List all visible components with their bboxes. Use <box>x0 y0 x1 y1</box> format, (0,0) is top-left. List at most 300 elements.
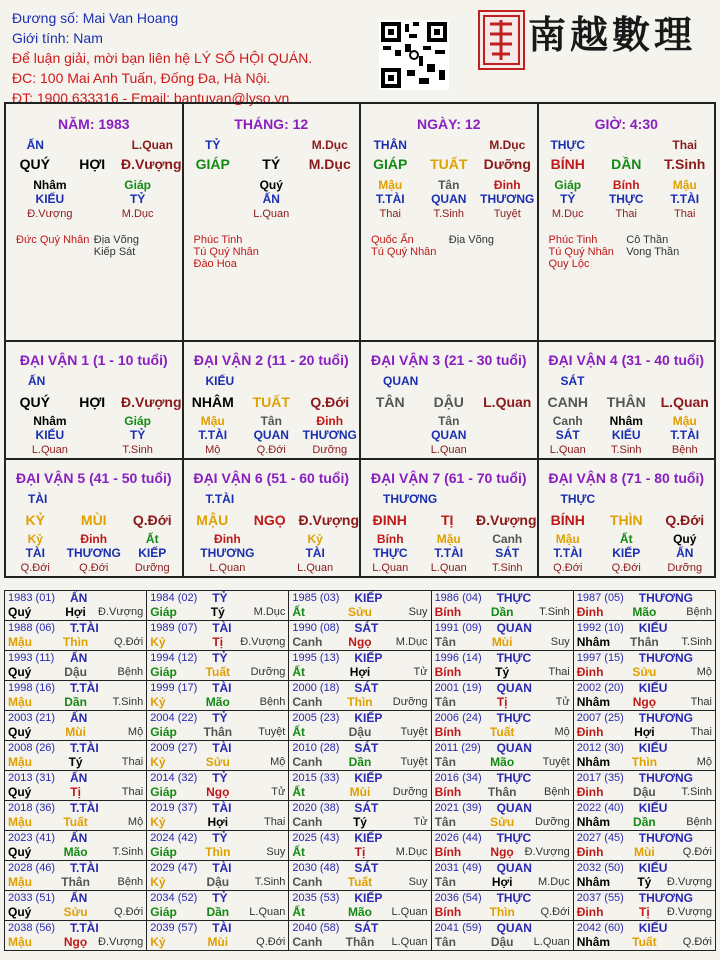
year-top <box>150 682 285 695</box>
year-stem: Nhâm <box>576 875 611 889</box>
year-label: 2026 (44) <box>434 832 482 844</box>
year-phase: Dưỡng <box>392 786 428 798</box>
year-branch: Tý <box>637 875 652 889</box>
year-god: TỶ <box>212 891 228 905</box>
hidden-god: KIẾP <box>138 546 167 560</box>
year-phase: Q.Đới <box>682 936 712 948</box>
year-top <box>8 892 143 905</box>
year-phase: Mộ <box>127 726 144 738</box>
year-stem: Bính <box>434 905 462 919</box>
dai-van-title: ĐẠI VẬN 8 (71 - 80 tuổi) <box>548 470 705 486</box>
year-god: ẤN <box>70 651 88 665</box>
year-phase: Thai <box>690 726 712 738</box>
year-god: THƯƠNG <box>638 591 693 605</box>
hidden-stem: Kỷ <box>27 532 43 546</box>
year-cell <box>573 861 715 891</box>
growth-phase: Q.Đới <box>611 562 641 574</box>
year-top <box>292 712 427 725</box>
year-phase: M.Dục <box>537 876 570 888</box>
year-branch: Hợi <box>349 665 371 679</box>
year-god: T.TÀI <box>70 801 99 815</box>
hidden-stem-row <box>184 532 360 546</box>
year-stem: Ất <box>292 905 306 919</box>
year-branch: Tị <box>496 695 508 709</box>
stars-col <box>16 234 94 258</box>
year-stem: Canh <box>292 935 323 949</box>
dai-van-pillar-row <box>6 512 182 528</box>
year-top <box>435 772 570 785</box>
hidden-god: TỶ <box>560 192 576 206</box>
year-stem: Bính <box>434 665 462 679</box>
year-stem: Quý <box>8 605 32 619</box>
year-god: TỶ <box>212 651 228 665</box>
year-cell <box>573 741 715 771</box>
year-stem: Nhâm <box>576 935 611 949</box>
year-phase: Bệnh <box>686 816 712 828</box>
year-cell <box>147 801 289 831</box>
growth-phase: Thai <box>379 208 401 220</box>
year-god: TÀI <box>212 921 232 935</box>
year-cell <box>573 921 715 951</box>
year-cell <box>573 651 715 681</box>
dai-van-pillar: THÂN <box>606 394 646 410</box>
year-branch: Dần <box>64 695 87 709</box>
hidden-god: T.TÀI <box>553 546 583 560</box>
table-row <box>5 771 716 801</box>
year-label: 2039 (57) <box>150 922 198 934</box>
ten-god-row <box>184 138 360 152</box>
year-branch: Hợi <box>634 725 655 739</box>
year-cell <box>147 771 289 801</box>
hidden-god: THỰC <box>608 192 644 206</box>
year-branch: Dần <box>490 605 514 619</box>
year-bottom <box>8 785 143 799</box>
year-branch: Dậu <box>348 725 372 739</box>
year-label: 2022 (40) <box>576 802 624 814</box>
year-label: 2007 (25) <box>576 712 624 724</box>
year-god: KIẾU <box>638 801 668 815</box>
hidden-god: KIẾU <box>35 428 65 442</box>
year-phase: Bệnh <box>686 606 712 618</box>
year-top <box>292 682 427 695</box>
hidden-stem-row <box>361 532 537 546</box>
year-bottom <box>577 815 712 829</box>
year-cell <box>573 711 715 741</box>
hidden-stem: Mậu <box>378 178 403 192</box>
dai-van-pillar: MÙI <box>80 512 107 528</box>
growth-phase: L.Quan <box>209 562 246 574</box>
hidden-stem-row <box>184 178 360 192</box>
year-god: SÁT <box>354 921 379 935</box>
year-god: QUAN <box>496 861 532 875</box>
year-god: SÁT <box>354 621 379 635</box>
year-cell <box>289 741 431 771</box>
hidden-god: T.TÀI <box>198 428 228 442</box>
dai-van-pillar-row <box>361 512 537 528</box>
year-god: TỶ <box>212 591 228 605</box>
annual-table <box>4 590 716 951</box>
year-stem: Đinh <box>576 725 604 739</box>
year-bottom <box>435 815 570 829</box>
year-top <box>292 802 427 815</box>
year-label: 2014 (32) <box>150 772 198 784</box>
year-phase: T.Sinh <box>681 786 712 798</box>
year-cell <box>431 711 573 741</box>
year-label: 2031 (49) <box>434 862 482 874</box>
year-label: 1995 (13) <box>292 652 340 664</box>
dai-van-god: T.TÀI <box>205 492 235 506</box>
year-stem: Kỷ <box>150 635 166 649</box>
growth-phase: Đ.Vượng <box>27 208 73 220</box>
hidden-stem: Đinh <box>493 178 521 192</box>
year-bottom <box>577 605 712 619</box>
hidden-god: QUAN <box>431 428 467 442</box>
year-cell <box>147 651 289 681</box>
year-top <box>577 862 712 875</box>
year-phase: Bệnh <box>117 876 144 888</box>
hidden-god: TÀI <box>25 546 45 560</box>
stem-branch: GIÁP <box>373 156 408 172</box>
hidden-stem: Kỷ <box>307 532 323 546</box>
hidden-stem: Mậu <box>672 414 697 428</box>
year-top <box>292 832 427 845</box>
year-bottom <box>150 935 285 949</box>
year-stem: Canh <box>292 815 323 829</box>
year-phase: Đ.Vượng <box>98 936 144 948</box>
year-god: KIẾU <box>638 921 668 935</box>
year-label: 2009 (27) <box>150 742 198 754</box>
year-branch: Thìn <box>62 635 89 649</box>
year-top <box>150 622 285 635</box>
year-phase: M.Dục <box>395 846 428 858</box>
star-name: Phúc Tinh <box>193 234 243 246</box>
ten-god-row <box>539 138 715 152</box>
year-phase: Q.Đới <box>113 636 144 648</box>
hidden-god: KIẾP <box>612 546 641 560</box>
ten-god: L.Quan <box>131 138 173 152</box>
year-top <box>435 922 570 935</box>
stars-block <box>361 234 537 258</box>
year-phase: Dưỡng <box>534 816 570 828</box>
hidden-stem: Mậu <box>436 532 461 546</box>
year-god: THỰC <box>496 831 532 845</box>
year-branch: Mão <box>63 845 88 859</box>
year-cell <box>573 831 715 861</box>
stem-branch: GIÁP <box>195 156 230 172</box>
year-branch: Tị <box>212 635 224 649</box>
year-branch: Thân <box>61 875 90 889</box>
year-cell <box>431 651 573 681</box>
year-phase: T.Sinh <box>681 636 712 648</box>
growth-phase: T.Sinh <box>122 444 153 456</box>
table-row <box>5 621 716 651</box>
dai-van-title: ĐẠI VẬN 7 (61 - 70 tuổi) <box>370 470 527 486</box>
year-branch: Dậu <box>490 935 514 949</box>
year-god: KIẾP <box>354 831 383 845</box>
year-bottom <box>577 905 712 919</box>
year-label: 2005 (23) <box>292 712 340 724</box>
year-god: T.TÀI <box>70 741 99 755</box>
year-bottom <box>150 635 285 649</box>
year-branch: Tuất <box>63 815 88 829</box>
hidden-god: QUAN <box>253 428 289 442</box>
year-phase: Dưỡng <box>392 696 428 708</box>
year-phase: Q.Đới <box>256 936 286 948</box>
hidden-god: TỶ <box>129 192 146 206</box>
year-bottom <box>435 905 570 919</box>
year-branch: Dậu <box>633 785 656 799</box>
growth-phase: Mộ <box>205 444 221 456</box>
year-label: 2027 (45) <box>576 832 624 844</box>
year-phase: Dưỡng <box>250 666 286 678</box>
year-cell <box>147 921 289 951</box>
dai-van-pillar-row <box>184 512 360 528</box>
star-name: Vong Thần <box>626 246 680 258</box>
brand-logo: 南越數理 <box>528 12 697 57</box>
year-bottom <box>150 665 285 679</box>
pillar-title: NĂM: 1983 <box>57 116 130 132</box>
stem-branch: QUÝ <box>19 156 50 172</box>
year-label: 2038 (56) <box>8 922 56 934</box>
hidden-god: KIẾU <box>611 428 641 442</box>
year-branch: Thân <box>630 635 659 649</box>
dai-van-pillar: THÌN <box>609 512 643 528</box>
year-stem: Tân <box>434 695 456 709</box>
year-stem: Tân <box>434 935 456 949</box>
hidden-god: ẤN <box>676 546 694 560</box>
year-top <box>150 712 285 725</box>
hidden-stem: Giáp <box>124 414 151 428</box>
year-stem: Nhâm <box>576 755 611 769</box>
dai-van-title: ĐẠI VẬN 2 (11 - 20 tuổi) <box>193 352 349 368</box>
year-label: 2040 (58) <box>292 922 340 934</box>
year-top <box>8 832 143 845</box>
hidden-stem: Ất <box>145 532 159 546</box>
year-label: 2028 (46) <box>8 862 56 874</box>
stem-branch: HỢI <box>79 156 106 172</box>
dai-van-pillar: MẬU <box>196 512 229 528</box>
year-phase: T.Sinh <box>112 846 144 858</box>
year-cell <box>431 591 573 621</box>
growth-phase: Q.Đới <box>79 562 109 574</box>
year-stem: Tân <box>434 635 456 649</box>
year-branch: Tý <box>68 755 83 769</box>
year-bottom <box>435 665 570 679</box>
hidden-stem: Mậu <box>200 414 225 428</box>
year-bottom <box>435 755 570 769</box>
year-cell <box>147 861 289 891</box>
year-branch: Tị <box>638 905 650 919</box>
hidden-god: T.TÀI <box>670 428 700 442</box>
year-phase: Bệnh <box>259 696 286 708</box>
growth-phase: Bệnh <box>671 444 698 456</box>
stars-col <box>449 234 527 258</box>
hidden-stem: Bính <box>376 532 404 546</box>
year-phase: Tuyệt <box>400 726 428 738</box>
year-stem: Bính <box>434 605 462 619</box>
year-top <box>8 682 143 695</box>
year-god: THƯƠNG <box>638 771 693 785</box>
chart-grid <box>4 102 716 578</box>
table-row <box>5 711 716 741</box>
year-stem: Canh <box>292 695 323 709</box>
year-label: 2041 (59) <box>434 922 482 934</box>
year-god: KIẾP <box>354 651 383 665</box>
year-bottom <box>150 725 285 739</box>
year-stem: Bính <box>434 845 462 859</box>
year-top <box>577 832 712 845</box>
growth-phase: L.Quan <box>372 562 409 574</box>
year-bottom <box>8 605 143 619</box>
year-top <box>435 622 570 635</box>
growth-phase-row <box>184 444 360 456</box>
year-stem: Mậu <box>8 935 32 949</box>
growth-phase-row <box>6 208 182 220</box>
hidden-god: T.TÀI <box>434 546 464 560</box>
year-phase: Mộ <box>696 756 712 768</box>
year-label: 2003 (21) <box>8 712 56 724</box>
stars-col <box>371 234 449 258</box>
qr-code-icon <box>379 20 449 90</box>
year-god: T.TÀI <box>70 621 99 635</box>
year-cell <box>289 621 431 651</box>
year-god: SÁT <box>354 681 379 695</box>
year-top <box>8 802 143 815</box>
year-god: QUAN <box>496 921 532 935</box>
hidden-stem: Đinh <box>214 532 241 546</box>
hidden-stem: Bính <box>612 178 640 192</box>
year-cell <box>289 891 431 921</box>
year-stem: Nhâm <box>576 635 611 649</box>
year-stem: Quý <box>8 905 32 919</box>
year-branch: Sửu <box>347 605 372 619</box>
year-god: T.TÀI <box>70 681 99 695</box>
year-god: THƯƠNG <box>638 891 693 905</box>
year-bottom <box>577 845 712 859</box>
year-stem: Nhâm <box>576 695 611 709</box>
year-top <box>577 772 712 785</box>
hidden-god-row <box>184 546 360 560</box>
year-phase: Thai <box>121 786 144 798</box>
year-branch: Hợi <box>207 815 229 829</box>
year-stem: Quý <box>8 725 32 739</box>
year-stem: Kỷ <box>150 935 166 949</box>
year-cell <box>147 681 289 711</box>
hidden-stem-row <box>539 178 715 192</box>
dai-van-cell <box>5 459 183 577</box>
year-branch: Ngọ <box>206 785 230 799</box>
stem-branch: TÝ <box>262 156 281 172</box>
year-cell <box>147 831 289 861</box>
stars-col <box>94 234 172 258</box>
year-label: 2036 (54) <box>434 892 482 904</box>
year-top <box>435 742 570 755</box>
year-label: 2010 (28) <box>292 742 340 754</box>
year-top <box>435 592 570 605</box>
hidden-stem: Đinh <box>316 414 344 428</box>
year-cell <box>5 681 147 711</box>
year-phase: Q.Đới <box>540 906 570 918</box>
hidden-god-row <box>539 428 715 442</box>
year-stem: Đinh <box>576 605 604 619</box>
hidden-god-row <box>361 192 537 206</box>
year-god: THỰC <box>496 891 532 905</box>
year-branch: Ngọ <box>348 635 372 649</box>
year-phase: Thai <box>121 756 144 768</box>
year-top <box>435 832 570 845</box>
year-top <box>8 772 143 785</box>
year-bottom <box>292 755 427 769</box>
year-bottom <box>577 935 712 949</box>
hidden-god: TỶ <box>129 428 146 442</box>
hidden-god-row <box>361 428 537 442</box>
year-label: 2025 (43) <box>292 832 340 844</box>
year-god: QUAN <box>496 741 532 755</box>
year-branch: Mão <box>490 755 515 769</box>
year-god: KIẾU <box>638 681 668 695</box>
year-branch: Sửu <box>632 665 657 679</box>
year-cell <box>431 831 573 861</box>
growth-phase-row <box>361 562 537 574</box>
year-phase: Đ.Vượng <box>666 876 712 888</box>
dai-van-pillar: TUẤT <box>252 394 290 410</box>
year-stem: Giáp <box>150 725 177 739</box>
hidden-god: THƯƠNG <box>200 546 255 560</box>
year-branch: Dần <box>206 905 230 919</box>
year-label: 1988 (06) <box>8 622 56 634</box>
year-stem: Mậu <box>8 875 32 889</box>
hidden-stem: Ất <box>619 532 633 546</box>
year-branch: Sửu <box>205 755 230 769</box>
year-god: ẤN <box>70 711 88 725</box>
year-top <box>8 652 143 665</box>
year-branch: Mùi <box>207 935 229 949</box>
year-bottom <box>150 905 285 919</box>
year-top <box>150 922 285 935</box>
year-label: 2008 (26) <box>8 742 56 754</box>
year-god: THƯƠNG <box>638 651 693 665</box>
year-cell <box>573 771 715 801</box>
dai-van-cell <box>5 341 183 459</box>
year-god: ẤN <box>70 831 88 845</box>
stars-col <box>271 234 349 270</box>
year-cell <box>431 861 573 891</box>
year-god: ẤN <box>70 591 88 605</box>
growth-phase-row <box>361 444 537 456</box>
stem-branch: M.Dục <box>308 156 351 172</box>
ten-god: THÂN <box>373 138 407 152</box>
stars-col <box>549 234 627 270</box>
year-bottom <box>577 635 712 649</box>
year-phase: T.Sinh <box>539 606 570 618</box>
hidden-stem: Quý <box>259 178 283 192</box>
star-name: Phúc Tinh <box>548 234 598 246</box>
year-cell <box>289 861 431 891</box>
dai-van-pillar: Đ.Vượng <box>298 512 360 528</box>
year-branch: Dần <box>633 815 656 829</box>
year-branch: Dậu <box>64 665 87 679</box>
year-god: KIẾP <box>354 891 383 905</box>
year-label: 1990 (08) <box>292 622 340 634</box>
ten-god: ẤN <box>26 138 44 152</box>
year-branch: Dậu <box>206 875 230 889</box>
year-top <box>8 622 143 635</box>
stars-block <box>6 234 182 258</box>
year-phase: Tử <box>271 786 286 798</box>
hidden-god: THƯƠNG <box>66 546 121 560</box>
growth-phase: L.Quan <box>297 562 334 574</box>
hidden-stem: Mậu <box>672 178 697 192</box>
